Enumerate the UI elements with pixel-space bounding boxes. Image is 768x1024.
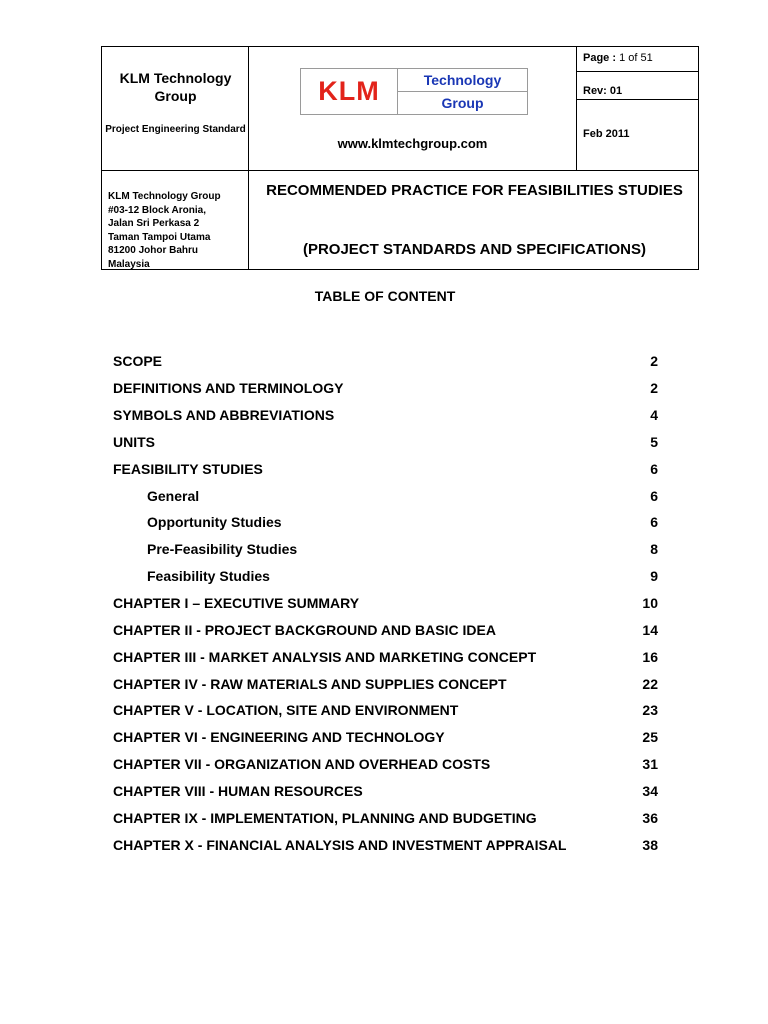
toc-entry-page: 2 [650,380,658,397]
toc-entry-title: CHAPTER X - FINANCIAL ANALYSIS AND INVESTMENT APPRAISAL [113,836,567,853]
toc-entry-page: 25 [642,729,658,746]
table-of-contents [113,348,658,858]
toc-entry-title: CHAPTER IX - IMPLEMENTATION, PLANNING AND BUDGETING [113,809,537,826]
toc-entry[interactable] [113,402,658,429]
address-line: Jalan Sri Perkasa 2 [108,218,200,229]
toc-entry-title: CHAPTER VII - ORGANIZATION AND OVERHEAD COSTS [113,756,491,773]
toc-entry-page: 8 [650,541,658,558]
toc-entry-page: 9 [650,568,658,585]
company-logo [300,68,528,115]
toc-entry[interactable] [113,831,658,858]
toc-entry[interactable] [113,563,658,590]
toc-entry-page: 2 [650,353,658,370]
toc-entry-title: CHAPTER III - MARKET ANALYSIS AND MARKETING CONCEPT [113,648,537,665]
toc-entry[interactable] [113,536,658,563]
toc-entry-page: 6 [650,514,658,531]
logo-klm-text: KLM [301,69,398,114]
toc-entry[interactable] [113,643,658,670]
toc-entry-title: CHAPTER V - LOCATION, SITE AND ENVIRONMENT [113,702,459,719]
toc-entry[interactable] [113,724,658,751]
website-url: www.klmtechgroup.com [337,136,488,151]
toc-entry-page: 6 [650,460,658,477]
toc-entry[interactable] [113,751,658,778]
logo-group-text: Group [441,95,484,111]
toc-entry-title: CHAPTER VIII - HUMAN RESOURCES [113,782,363,799]
toc-entry-title: General [147,487,200,504]
toc-entry[interactable] [113,348,658,375]
company-subtitle: Project Engineering Standard [105,124,246,135]
address-line: #03-12 Block Aronia, [108,204,207,216]
toc-heading: TABLE OF CONTENT [314,288,456,304]
toc-entry[interactable] [113,509,658,536]
toc-entry-title: CHAPTER IV - RAW MATERIALS AND SUPPLIES CONCEPT [113,675,507,692]
toc-entry-page: 22 [642,675,658,692]
toc-entry-title: Opportunity Studies [147,514,282,531]
toc-entry-title: Pre-Feasibility Studies [147,541,298,558]
toc-entry-page: 6 [650,487,658,504]
company-name: KLM Technology Group [119,70,232,104]
toc-entry-page: 10 [642,595,658,612]
toc-entry-page: 34 [642,782,658,799]
toc-entry[interactable] [113,778,658,805]
page-label: Page : [583,52,617,64]
toc-entry-title: DEFINITIONS AND TERMINOLOGY [113,380,344,397]
address-line: Taman Tampoi Utama [108,231,211,243]
toc-entry-page: 23 [642,702,658,719]
toc-entry[interactable] [113,616,658,643]
page-number [583,52,653,64]
toc-entry-page: 38 [642,836,658,853]
toc-entry[interactable] [113,804,658,831]
toc-entry[interactable] [113,429,658,456]
toc-entry-title: Feasibility Studies [147,568,270,585]
toc-entry[interactable] [113,482,658,509]
toc-entry-page: 36 [642,809,658,826]
address-line: 81200 Johor Bahru [108,245,199,256]
toc-entry-title: FEASIBILITY STUDIES [113,460,263,477]
toc-entry[interactable] [113,590,658,617]
toc-entry-page: 14 [642,621,658,638]
address-line: Malaysia [108,258,150,270]
toc-entry-page: 31 [642,756,658,773]
document-header [101,46,699,270]
toc-entry-title: UNITS [113,433,155,450]
issue-date: Feb 2011 [583,128,630,140]
toc-entry-title: SYMBOLS AND ABBREVIATIONS [113,407,335,424]
toc-entry-title: CHAPTER I – EXECUTIVE SUMMARY [113,595,360,612]
toc-entry[interactable] [113,670,658,697]
logo-technology-text: Technology [398,69,527,92]
toc-entry-title: CHAPTER VI - ENGINEERING AND TECHNOLOGY [113,729,445,746]
page-value: 1 of 51 [619,52,653,64]
toc-entry-title: CHAPTER II - PROJECT BACKGROUND AND BASIC IDEA [113,621,496,638]
toc-entry-page: 4 [650,407,658,424]
company-address [108,190,248,271]
toc-entry[interactable] [113,375,658,402]
document-subtitle: (PROJECT STANDARDS AND SPECIFICATIONS) [302,241,647,258]
toc-entry[interactable] [113,455,658,482]
toc-entry[interactable] [113,697,658,724]
address-line: KLM Technology Group [108,191,221,202]
toc-entry-page: 5 [650,433,658,450]
revision: Rev: 01 [583,85,623,97]
toc-entry-title: SCOPE [113,353,163,370]
document-title: RECOMMENDED PRACTICE FOR FEASIBILITIES STUDIES [266,182,683,199]
toc-entry-page: 16 [642,648,658,665]
